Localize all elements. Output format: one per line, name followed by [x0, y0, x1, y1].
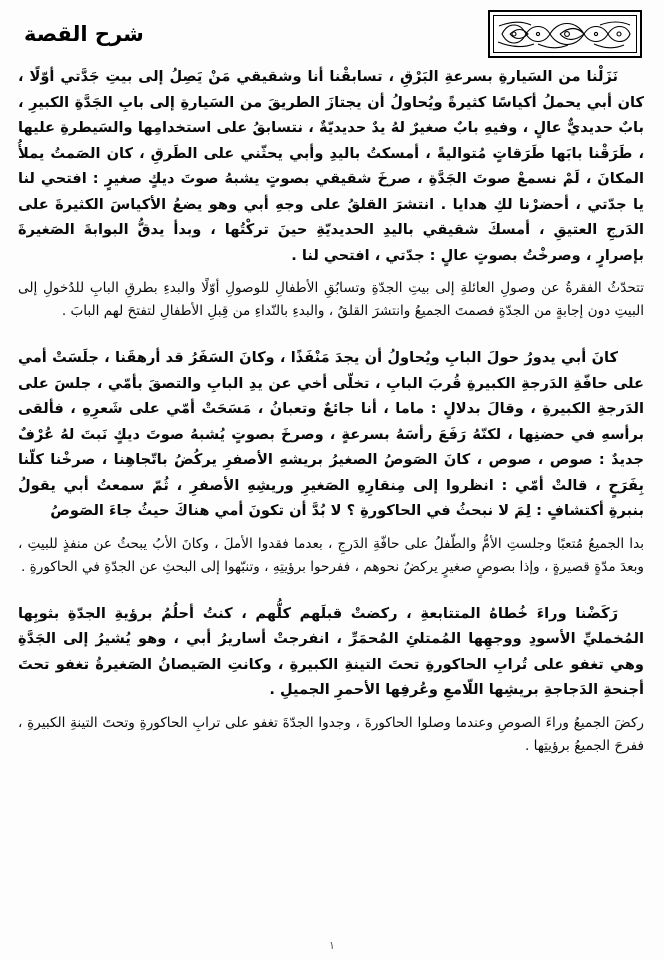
story-paragraph-1: نَزَلْنا من السَيارةِ بسرعةِ البَرْقِ ، تسابقْنا أنا وشقيقي مَنْ يَصِلُ إلى بيتِ جَدَّتي أوّلًا ، كان أبي يحملُ أكياسًا كثيرةً ويُحاولُ أن يجتازَ الطريقَ من السَيارةِ إلى بابِ الجَدَّةِ الكبيرِ ، بابٌ حديديٌّ عالٍ ، وفيهِ بابٌ صغيرٌ لهُ يدٌ حديديّةٌ ، نتسابقُ على استخدامِها والسَيطرةِ عليها ، طَرَقْنا بابَها طَرَقاتٍ مُتواليةً ، أمسكتُ باليدِ وأبي يحثّني على الطَرقِ ، كان الصَمتُ يملأُ المكانَ ، لَمْ نسمعْ صوتَ الجَدَّةِ ، صرخَ شقيقي بصوتٍ يشبهُ صوتَ ديكٍ صغيرٍ : افتحي لنا يا جدّتي ، أحضرْنا لكِ هدايا . انتشرَ القلقُ على وجهِ أبي وهو يضعُ الأكياسَ الكثيرةَ على الدَرجِ العتيقِ ، أمسكَ شقيقي باليدِ الحديديّةِ حينَ تركْتُها ، وبدأ يدقُّ البوابةَ الصَغيرةَ بإصرارٍ ، وصرخْتُ بصوتٍ عالٍ : جدّتي ، افتحي لنا .: [18, 68, 644, 264]
summary-paragraph-1: تتحدّثُ الفقرةُ عن وصولِ العائلةِ إلى بيتِ الجدّةِ وتسابُقِ الأطفالِ للوصولِ أوّلًا والبدءِ بطرقِ البابِ للدُخولِ إلى البيتِ دون إجابةٍ من الجدّةِ فصمتَ الجميعُ وانتشرَ القلقُ ، والبدءِ بالنّداءِ من قِبلِ الأطفالِ لتفتحَ لهم البابَ .: [18, 280, 644, 319]
document-body: [0, 62, 664, 758]
page-number: ١: [329, 939, 335, 952]
spacer: [18, 268, 644, 277]
page-title: شرح القصة: [24, 22, 144, 46]
summary-paragraph-2: بدا الجميعُ مُتعبًا وجلستِ الأمُّ والطّفلُ على حافّةِ الدَرجِ ، بعدما فقدوا الأملَ ، وكانَ الأبُ يبحثُ عن منفذٍ للبيتِ ، وبعدَ مدّةٍ قصيرةٍ ، وإذا بصوصٍ صغيرٍ يركضُ نحوهم ، ففرحوا برؤيتِهِ ، وتنبّهوا إلى البحثِ عن الجدّةِ في الحاكورةِ .: [18, 535, 644, 575]
summary-paragraph-3: ركضَ الجميعُ وراءَ الصوصِ وعندما وصلوا الحاكورةَ ، وجدوا الجدّةَ تغفو على ترابِ الحاكورةِ وتحتَ التينةِ الكبيرةِ ، ففرحَ الجميعُ برؤيتِها .: [18, 714, 644, 754]
spacer: [18, 703, 644, 712]
ornament-svg: [490, 12, 640, 56]
page-header: [0, 0, 664, 62]
decorative-arabesque-ornament: [488, 10, 642, 58]
spacer: [18, 579, 644, 601]
story-paragraph-3: رَكَضْنا وراءَ خُطاهُ المتتابعةِ ، ركضتْ قبلَهم كلُّهم ، كنتُ أحلُمُ برؤيةِ الجدّةِ بثوبِها المُخمليِّ الأسودِ ووجهِها المُمتلئِ المُحمَرِّ ، انفرجتْ أساريرُ أبي ، وهو يُشيرُ إلى الجَدَّةِ وهي تغفو على تُرابِ الحاكورةِ تحتَ التينةِ الكبيرةِ ، وكانتِ الصَيصانُ الصَغيرةُ تغفو تحتَ أجنحةِ الدَجاجةِ بريشِها اللّامعِ وعُرفِها الأحمرِ الجميلِ .: [18, 604, 644, 698]
story-paragraph-2: كانَ أبي يدورُ حولَ البابِ ويُحاولُ أن يجدَ مَنْفَذًا ، وكانَ السَفَرُ قد أرهقَنا ، جلَسَتْ أمي على حافّةِ الدَرجةِ الكبيرةِ قُربَ البابِ ، تخلّى أخي عن يدِ البابِ والتصقَ بأمّي ، جلسَ على الدَرجةِ الكبيرةِ ، وقالَ بدلالٍ : ماما ، أنا جائعٌ وتعبانُ ، مَسَحَتْ أمّي على شَعرِهِ ، فألقى برأسهِ في حضنِها ، لكنّهُ رَفَعَ رأسَهُ بسرعةٍ ، وصرخَ بصوتٍ يُشبهُ صوتَ ديكٍ نَبتَ لهُ عُرْفٌ جديدٌ : صوص ، صوص ، كانَ الصَوصُ الصغيرُ بريشهِ الأصفرِ يركُضُ باتّجاهِنا ، صرخْنا كلّنا بِفَرَحٍ ، قالتْ أمّي : انظروا إلى مِنقارِهِ الصَغيرِ وريشِهِ الأصفرِ ، ثُمّ سمعتُ أبي يقولُ بنبرةِ أكتشافٍ : لِمَ لا نبحثُ في الحاكورةِ ؟ لا بُدَّ أن تكونَ أمي هناكَ حيثُ جاءَ الصَوصُ: [18, 349, 644, 519]
spacer: [18, 323, 644, 345]
spacer: [18, 524, 644, 533]
